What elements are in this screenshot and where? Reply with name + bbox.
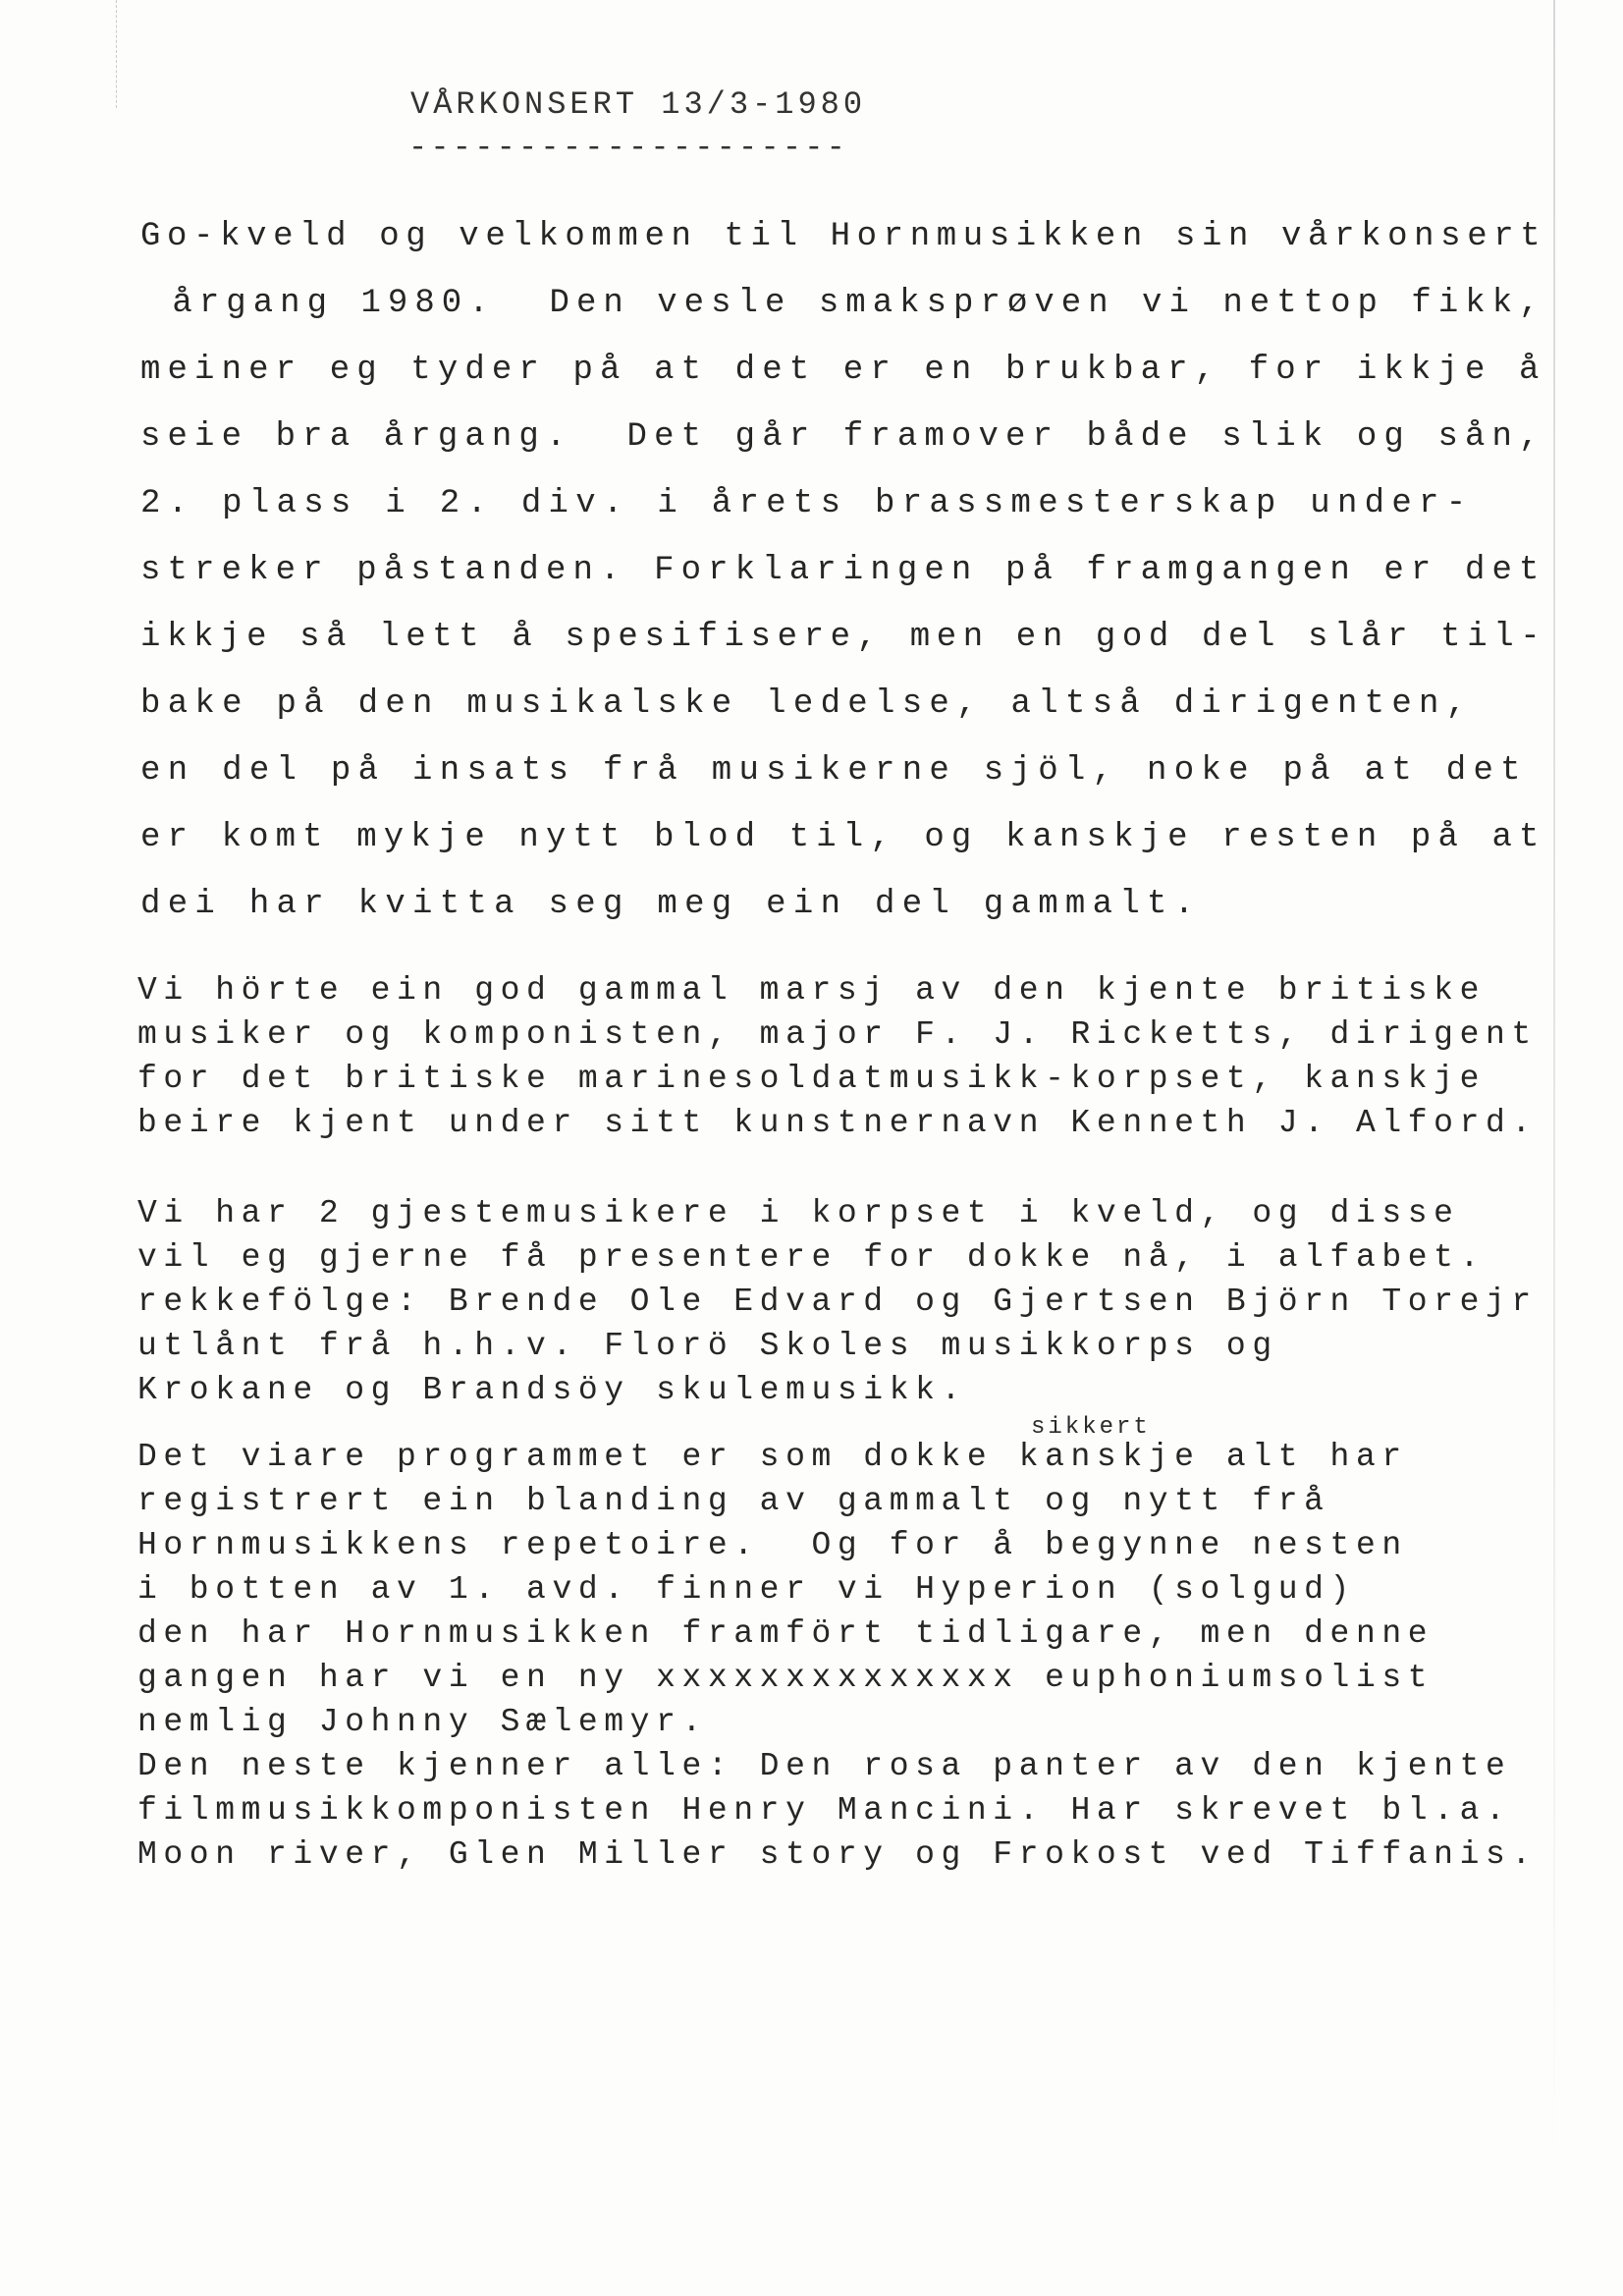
text-line: Moon river, Glen Miller story og Frokost ved Tiffanis. [137, 1836, 1538, 1873]
text-line: registrert ein blanding av gammalt og nytt frå [137, 1483, 1330, 1519]
text-line: beire kjent under sitt kunstnernavn Kenneth J. Alford. [137, 1105, 1538, 1141]
text-line: Go-kveld og velkommen til Hornmusikken sin vårkonsert [140, 218, 1547, 255]
text-line: seie bra årgang. Det går framover både slik og sån, [140, 418, 1546, 456]
overtyped-correction: sikkert [1031, 1414, 1151, 1441]
text-line: Det viare programmet er som dokke kanskje alt har [137, 1439, 1408, 1475]
text-line: dei har kvitta seg meg ein del gammalt. [140, 886, 1202, 923]
text-line: Vi har 2 gjestemusikere i korpset i kveld, og disse [137, 1195, 1460, 1231]
text-line: utlånt frå h.h.v. Florö Skoles musikkorps og [137, 1328, 1278, 1364]
text-line: for det britiske marinesoldatmusikk-korpset, kanskje [137, 1061, 1486, 1097]
text-line: Krokane og Brandsöy skulemusikk. [137, 1372, 967, 1408]
document-title: VÅRKONSERT 13/3-1980 [410, 86, 867, 123]
text-line: filmmusikkomponisten Henry Mancini. Har skrevet bl.a. [137, 1792, 1512, 1829]
text-line: Vi hörte ein god gammal marsj av den kjente britiske [137, 972, 1486, 1009]
text-line: en del på insats frå musikerne sjöl, noke på at det [140, 752, 1528, 790]
text-line: gangen har vi en ny xxxxxxxxxxxxxx euphoniumsolist [137, 1660, 1434, 1696]
page-edge-shadow [1553, 0, 1555, 2160]
text-line: streker påstanden. Forklaringen på framgangen er det [140, 552, 1546, 589]
text-line: den har Hornmusikken framfört tidligare, men denne [137, 1615, 1434, 1652]
text-line: vil eg gjerne få presentere for dokke nå, i alfabet. [137, 1239, 1486, 1276]
text-line: Hornmusikkens repetoire. Og for å begynne nesten [137, 1527, 1408, 1563]
text-line: meiner eg tyder på at det er en brukbar, for ikkje å [140, 352, 1546, 389]
text-line: musiker og komponisten, major F. J. Ricketts, dirigent [137, 1016, 1538, 1053]
text-line: bake på den musikalske ledelse, altså dirigenten, [140, 685, 1474, 723]
text-line: Den neste kjenner alle: Den rosa panter av den kjente [137, 1748, 1512, 1784]
text-line: er komt mykje nytt blod til, og kanskje resten på at [140, 819, 1546, 856]
margin-marks [116, 0, 121, 108]
title-underline: -------------------- [408, 130, 849, 166]
text-line: i botten av 1. avd. finner vi Hyperion (solgud) [137, 1571, 1356, 1608]
text-line: årgang 1980. Den vesle smaksprøven vi nettop fikk, [145, 285, 1546, 322]
text-line: ikkje så lett å spesifisere, men en god del slår til- [140, 619, 1547, 656]
text-line: nemlig Johnny Sælemyr. [137, 1704, 708, 1740]
text-line: 2. plass i 2. div. i årets brassmesterskap under- [140, 485, 1474, 522]
text-line: rekkefölge: Brende Ole Edvard og Gjertsen Björn Torejr [137, 1284, 1538, 1320]
